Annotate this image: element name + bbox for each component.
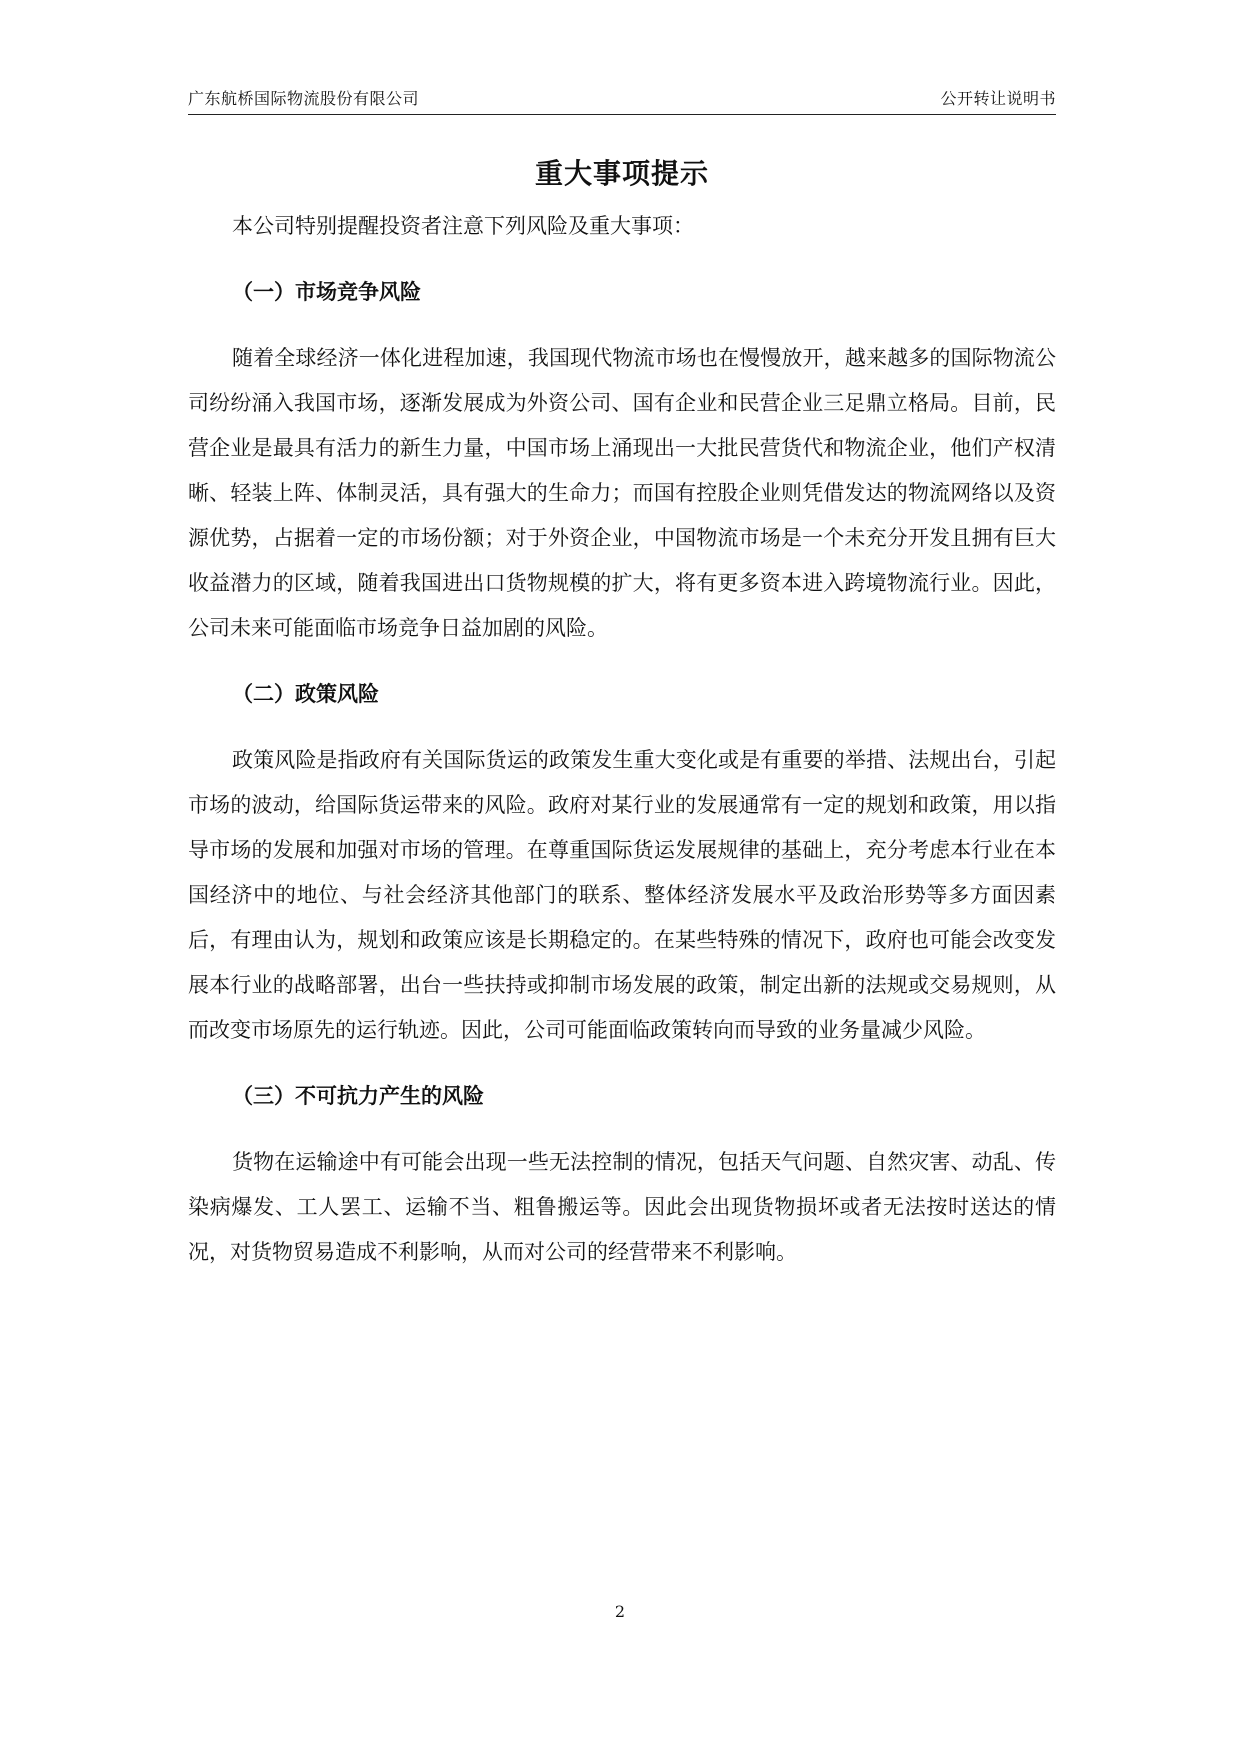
section-force-majeure-risk <box>188 1073 1056 1275</box>
section-paragraph: 随着全球经济一体化进程加速，我国现代物流市场也在慢慢放开，越来越多的国际物流公司纷纷涌入我国市场，逐渐发展成为外资公司、国有企业和民营企业三足鼎立格局。目前，民营企业是最具有活力的新生力量，中国市场上涌现出一大批民营货代和物流企业，他们产权清晰、轻装上阵、体制灵活，具有强大的生命力；而国有控股企业则凭借发达的物流网络以及资源优势，占据着一定的市场份额；对于外资企业，中国物流市场是一个未充分开发且拥有巨大收益潜力的区域，随着我国进出口货物规模的扩大，将有更多资本进入跨境物流行业。因此，公司未来可能面临市场竞争日益加剧的风险。 <box>188 346 1056 640</box>
section-heading: （一）市场竞争风险 <box>232 279 421 304</box>
section-market-competition-risk <box>188 269 1056 651</box>
section-heading: （二）政策风险 <box>232 681 379 706</box>
section-policy-risk <box>188 671 1056 1053</box>
header-document-type: 公开转让说明书 <box>940 89 1056 108</box>
section-heading: （三）不可抗力产生的风险 <box>232 1083 484 1108</box>
document-body <box>188 140 1056 1275</box>
section-paragraph: 政策风险是指政府有关国际货运的政策发生重大变化或是有重要的举措、法规出台，引起市场的波动，给国际货运带来的风险。政府对某行业的发展通常有一定的规划和政策，用以指导市场的发展和加强对市场的管理。在尊重国际货运发展规律的基础上，充分考虑本行业在本国经济中的地位、与社会经济其他部门的联系、整体经济发展水平及政治形势等多方面因素后，有理由认为，规划和政策应该是长期稳定的。在某些特殊的情况下，政府也可能会改变发展本行业的战略部署，出台一些扶持或抑制市场发展的政策，制定出新的法规或交易规则，从而改变市场原先的运行轨迹。因此，公司可能面临政策转向而导致的业务量减少风险。 <box>188 748 1056 1042</box>
page-header <box>188 84 1056 115</box>
header-company-name: 广东航桥国际物流股份有限公司 <box>188 89 420 108</box>
section-paragraph: 货物在运输途中有可能会出现一些无法控制的情况，包括天气问题、自然灾害、动乱、传染病爆发、工人罢工、运输不当、粗鲁搬运等。因此会出现货物损坏或者无法按时送达的情况，对货物贸易造成不利影响，从而对公司的经营带来不利影响。 <box>188 1150 1056 1264</box>
page-number: 2 <box>614 1602 626 1621</box>
intro-paragraph: 本公司特别提醒投资者注意下列风险及重大事项： <box>232 214 694 238</box>
page-title: 重大事项提示 <box>534 157 709 190</box>
